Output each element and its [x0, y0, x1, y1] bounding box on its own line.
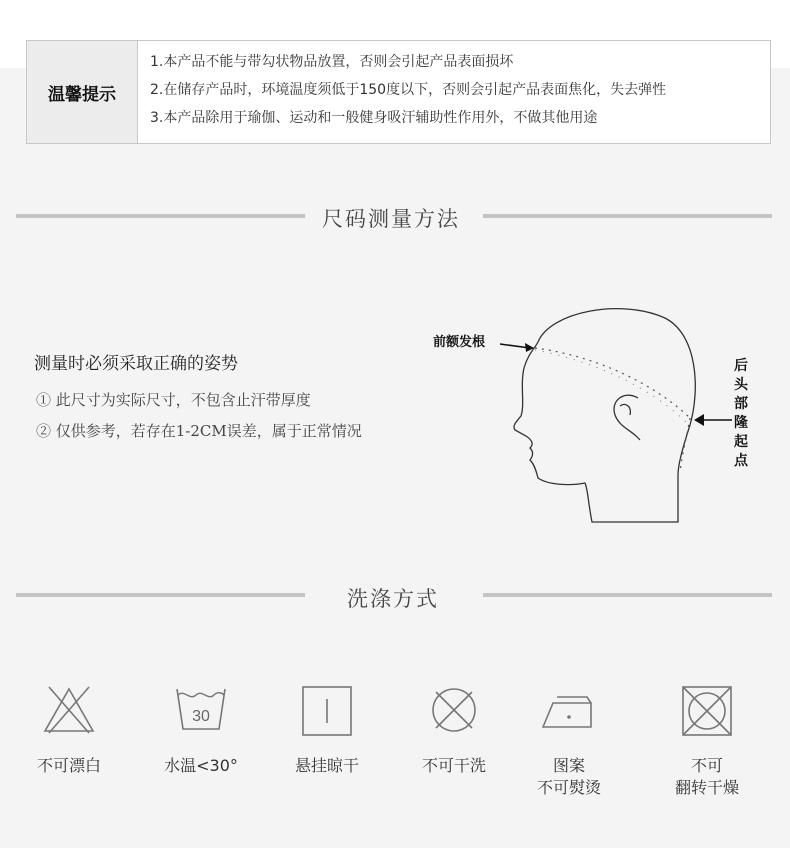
care-label: 悬挂晾干 [294, 756, 359, 775]
care-item-no-bleach [24, 683, 114, 777]
care-item-wash-30 [156, 683, 246, 777]
back-head-label [732, 357, 750, 471]
back-head-label-char: 后 [734, 358, 748, 374]
back-head-label-char: 头 [734, 377, 748, 393]
care-label: 不可 翻转干燥 [674, 756, 739, 797]
washing-section-title: 洗涤方式 [347, 587, 439, 611]
care-item-no-dry-clean [409, 683, 499, 777]
section-divider-left [16, 593, 305, 597]
back-head-label-char: 起 [734, 434, 748, 450]
measure-note: ① 此尺寸为实际尺寸，不包含止汗带厚度 [36, 391, 311, 409]
care-item-no-iron [524, 683, 614, 799]
notice-line: 3.本产品除用于瑜伽、运动和一般健身吸汗辅助性作用外，不做其他用途 [150, 110, 598, 126]
notice-line: 2.在储存产品时，环境温度须低于150度以下，否则会引起产品表面焦化，失去弹性 [150, 82, 667, 98]
care-item-hang-dry [282, 683, 372, 777]
notice-box [26, 40, 771, 144]
notice-lines [138, 41, 666, 143]
no-bleach-icon [41, 683, 97, 737]
back-head-label-char: 点 [734, 453, 748, 469]
front-hairline-label: 前额发根 [433, 335, 486, 350]
section-divider-right [483, 593, 772, 597]
care-label: 图案 不可熨烫 [536, 756, 601, 797]
measure-note: ② 仅供参考，若存在1-2CM误差，属于正常情况 [36, 422, 362, 440]
notice-line: 1.本产品不能与带勾状物品放置，否则会引起产品表面损坏 [150, 54, 514, 70]
bottom-strip [0, 848, 790, 853]
no-tumble-dry-icon [679, 683, 735, 737]
back-head-label-char: 隆 [734, 415, 748, 431]
hang-dry-icon [299, 683, 355, 737]
measure-section-title: 尺码测量方法 [322, 207, 460, 231]
section-divider-left [16, 214, 305, 218]
no-dry-clean-icon [426, 683, 482, 737]
wash-30-icon [173, 683, 229, 737]
care-label: 不可漂白 [36, 756, 101, 775]
notice-label: 温馨提示 [27, 41, 138, 143]
measure-heading: 测量时必须采取正确的姿势 [34, 354, 238, 374]
back-head-label-char: 部 [734, 396, 748, 412]
care-label: 水温<30° [164, 756, 238, 775]
wash-temperature: 30 [192, 708, 210, 725]
care-label: 不可干洗 [421, 756, 486, 775]
section-divider-right [483, 214, 772, 218]
no-iron-icon [539, 683, 599, 737]
care-item-no-tumble-dry [662, 683, 752, 799]
head-measure-illustration [420, 290, 760, 530]
